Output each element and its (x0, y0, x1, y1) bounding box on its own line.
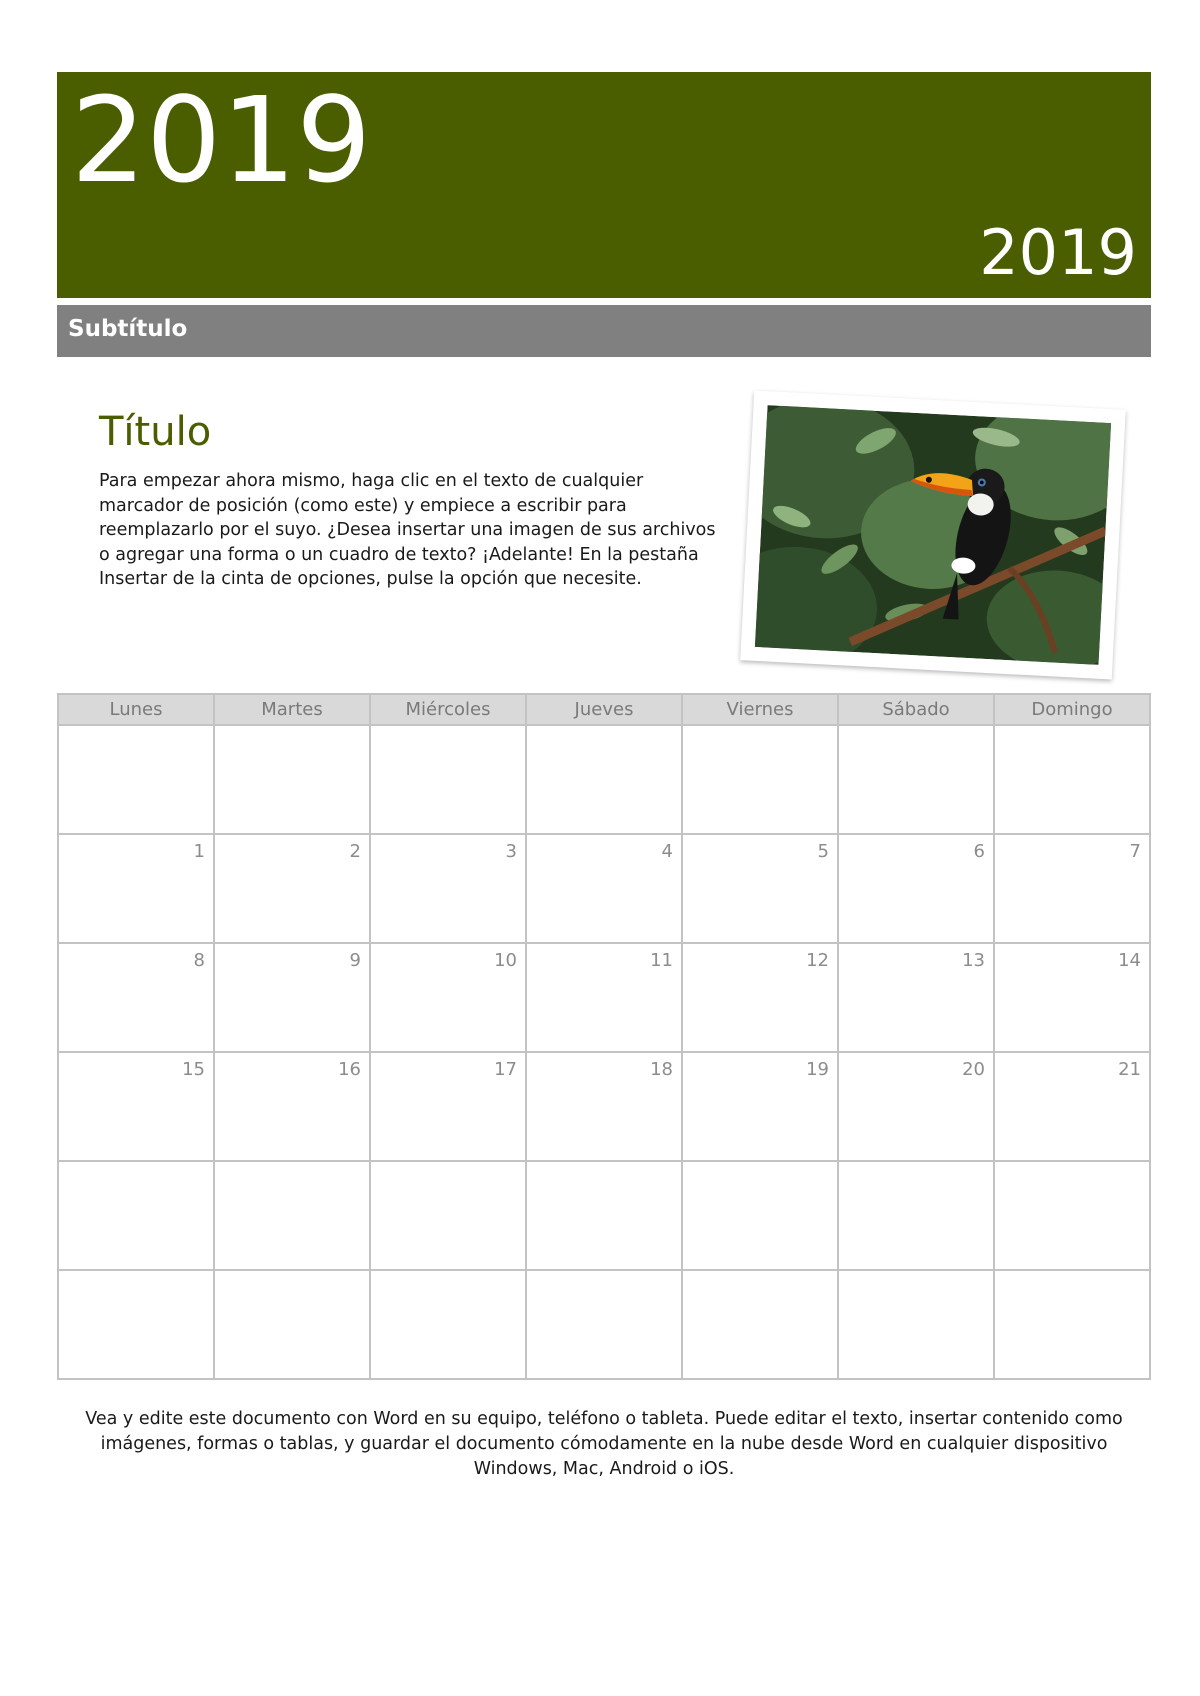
day-number (683, 1162, 837, 1168)
calendar-week-row (58, 725, 1150, 834)
day-number (371, 1162, 525, 1168)
day-number (995, 1271, 1149, 1277)
weekday-label: Sábado (838, 694, 994, 725)
day-number: 5 (817, 841, 829, 862)
day-number (215, 726, 369, 732)
day-cell[interactable] (58, 725, 214, 834)
day-cell[interactable] (58, 943, 214, 1052)
day-number: 19 (806, 1059, 829, 1080)
weekday-label: Martes (214, 694, 370, 725)
day-cell[interactable] (370, 1052, 526, 1161)
toucan-image (755, 405, 1111, 665)
day-number (371, 726, 525, 732)
day-cell[interactable] (682, 1161, 838, 1270)
day-number: 17 (494, 1059, 517, 1080)
day-cell[interactable] (58, 1270, 214, 1379)
day-number: 16 (338, 1059, 361, 1080)
day-cell[interactable] (370, 1161, 526, 1270)
day-cell[interactable] (838, 725, 994, 834)
calendar-week-row (58, 1161, 1150, 1270)
day-cell[interactable] (994, 1270, 1150, 1379)
weekday-header-row (58, 694, 1150, 725)
day-number (371, 1271, 525, 1277)
year-small[interactable]: 2019 (979, 216, 1137, 289)
day-cell[interactable] (370, 943, 526, 1052)
day-cell[interactable] (994, 1052, 1150, 1161)
day-number (59, 726, 213, 732)
day-number: 20 (962, 1059, 985, 1080)
day-cell[interactable] (682, 1052, 838, 1161)
day-number: 13 (962, 950, 985, 971)
day-number: 9 (349, 950, 361, 971)
day-cell[interactable] (994, 834, 1150, 943)
calendar-week-row (58, 1270, 1150, 1379)
day-cell[interactable] (58, 1052, 214, 1161)
day-number: 3 (505, 841, 517, 862)
weekday-label: Jueves (526, 694, 682, 725)
day-number: 12 (806, 950, 829, 971)
day-cell[interactable] (682, 725, 838, 834)
day-cell[interactable] (526, 1052, 682, 1161)
day-cell[interactable] (370, 834, 526, 943)
calendar-grid (57, 693, 1151, 1380)
day-cell[interactable] (994, 725, 1150, 834)
intro-title[interactable]: Título (99, 409, 212, 455)
day-cell[interactable] (214, 1052, 370, 1161)
day-cell[interactable] (838, 1052, 994, 1161)
day-number: 1 (193, 841, 205, 862)
day-number: 21 (1118, 1059, 1141, 1080)
day-cell[interactable] (838, 1161, 994, 1270)
day-number (839, 726, 993, 732)
day-number (59, 1162, 213, 1168)
day-cell[interactable] (526, 1270, 682, 1379)
day-cell[interactable] (58, 834, 214, 943)
day-cell[interactable] (682, 834, 838, 943)
day-cell[interactable] (526, 725, 682, 834)
day-cell[interactable] (214, 725, 370, 834)
day-number (839, 1162, 993, 1168)
day-number (59, 1271, 213, 1277)
day-cell[interactable] (526, 834, 682, 943)
day-number: 6 (973, 841, 985, 862)
toucan-photo[interactable] (740, 390, 1126, 679)
day-number (527, 1162, 681, 1168)
day-cell[interactable] (838, 943, 994, 1052)
weekday-label: Miércoles (370, 694, 526, 725)
weekday-label: Viernes (682, 694, 838, 725)
day-number (683, 726, 837, 732)
day-cell[interactable] (214, 943, 370, 1052)
day-number: 18 (650, 1059, 673, 1080)
day-cell[interactable] (370, 725, 526, 834)
day-cell[interactable] (526, 1161, 682, 1270)
day-number: 11 (650, 950, 673, 971)
footer-note: Vea y edite este documento con Word en su equipo, teléfono o tableta. Puede editar el texto, insertar contenido como imágenes, formas o tablas, y guardar el documento cómodamente en la nube desde Word en cualquier dispositivo Windows, Mac, Android o iOS. (85, 1409, 1123, 1479)
day-number (683, 1271, 837, 1277)
day-number (215, 1271, 369, 1277)
day-cell[interactable] (214, 1161, 370, 1270)
day-cell[interactable] (682, 943, 838, 1052)
weekday-label: Domingo (994, 694, 1150, 725)
day-cell[interactable] (994, 1161, 1150, 1270)
day-cell[interactable] (214, 834, 370, 943)
day-number: 14 (1118, 950, 1141, 971)
day-cell[interactable] (994, 943, 1150, 1052)
day-number (995, 726, 1149, 732)
day-number: 15 (182, 1059, 205, 1080)
year-banner (57, 72, 1151, 298)
calendar-week-row (58, 943, 1150, 1052)
calendar-week-row (58, 1052, 1150, 1161)
subtitle-bar (57, 305, 1151, 357)
calendar-week-row (58, 834, 1150, 943)
intro-body[interactable]: Para empezar ahora mismo, haga clic en el texto de cualquier marcador de posición (como este) y empiece a escribir para reemplazarlo por el suyo. ¿Desea insertar una imagen de sus archivos o agregar una forma o un cuadro de texto? ¡Adelante! En la pestaña Insertar de la cinta de opciones, pulse la opción que necesite. (99, 471, 716, 589)
day-number: 4 (661, 841, 673, 862)
day-cell[interactable] (214, 1270, 370, 1379)
day-number (527, 1271, 681, 1277)
day-cell[interactable] (370, 1270, 526, 1379)
day-number: 8 (193, 950, 205, 971)
day-number (839, 1271, 993, 1277)
day-number (527, 726, 681, 732)
weekday-label: Lunes (58, 694, 214, 725)
year-large[interactable]: 2019 (71, 71, 372, 209)
day-cell[interactable] (526, 943, 682, 1052)
day-number (995, 1162, 1149, 1168)
day-number: 10 (494, 950, 517, 971)
day-cell[interactable] (838, 834, 994, 943)
day-cell[interactable] (58, 1161, 214, 1270)
subtitle[interactable]: Subtítulo (68, 316, 188, 342)
day-number: 7 (1129, 841, 1141, 862)
day-cell[interactable] (682, 1270, 838, 1379)
day-cell[interactable] (838, 1270, 994, 1379)
day-number: 2 (349, 841, 361, 862)
day-number (215, 1162, 369, 1168)
